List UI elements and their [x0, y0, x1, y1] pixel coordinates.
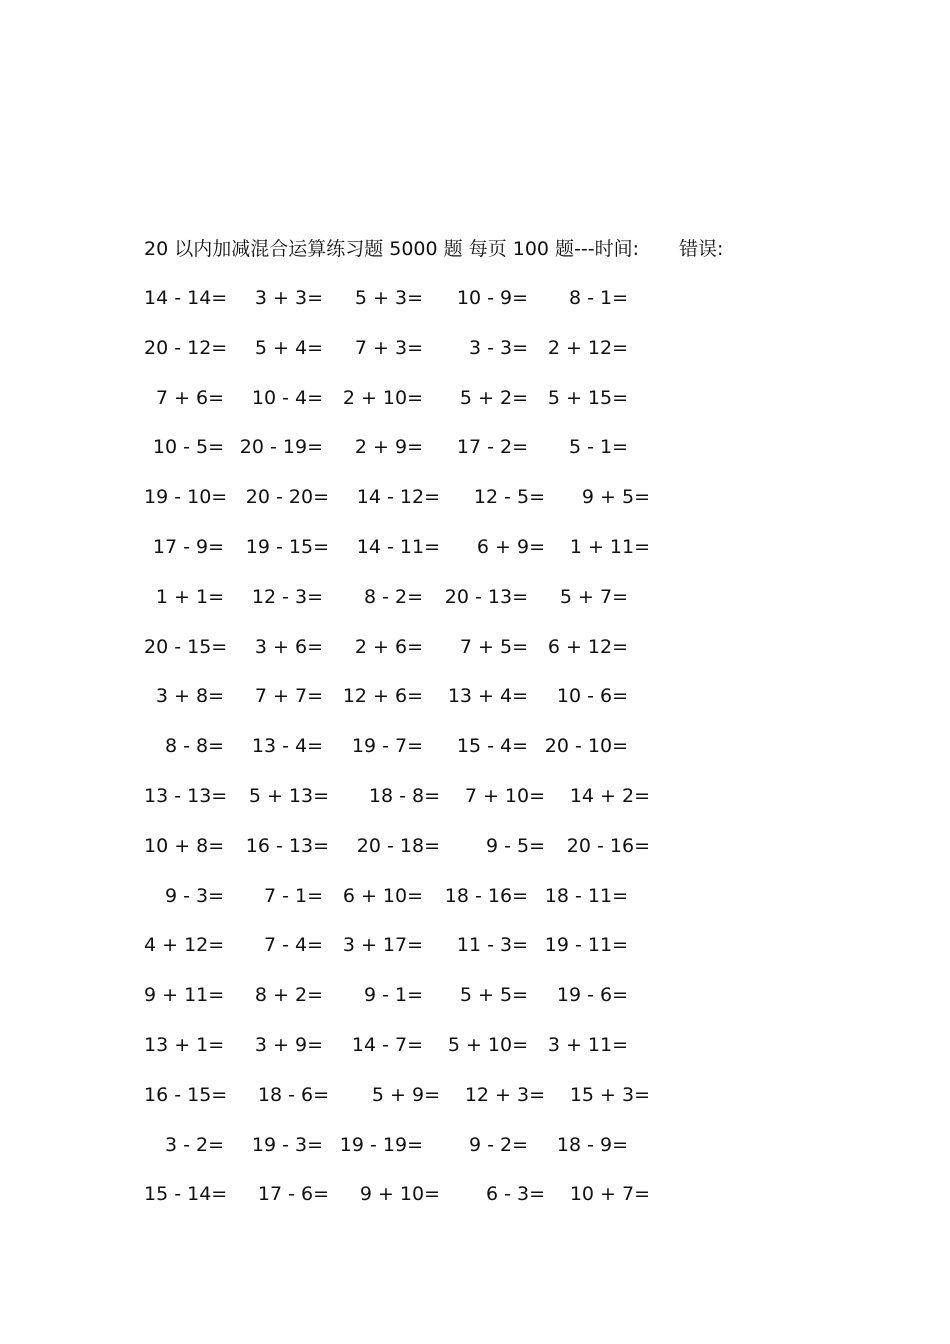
problem-item: 14 - 11=: [356, 536, 440, 558]
worksheet-title: 20 以内加减混合运算练习题 5000 题 每页 100 题---时间:: [144, 238, 640, 260]
problem-item: 9 - 5=: [485, 834, 545, 857]
problem-item: 15 - 14=: [144, 1183, 228, 1206]
problem-item: 12 + 6=: [342, 685, 423, 708]
problem-item: 10 - 9=: [456, 287, 528, 309]
problem-item: 6 + 10=: [342, 884, 423, 907]
problem-item: 19 - 10=: [144, 486, 228, 509]
problem-item: 11 - 3=: [456, 934, 528, 957]
problem-item: 2 + 9=: [354, 436, 423, 459]
problem-item: 2 + 10=: [342, 386, 423, 409]
problem-item: 7 + 3=: [354, 336, 423, 359]
problem-item: 8 - 8=: [164, 735, 224, 758]
problem-item: 5 + 13=: [248, 785, 329, 807]
problem-item: 4 + 12=: [144, 934, 225, 957]
problem-item: 7 - 4=: [263, 934, 323, 957]
problem-item: 20 - 10=: [544, 735, 628, 758]
problem-item: 19 - 7=: [351, 735, 423, 758]
problem-item: 5 - 1=: [568, 436, 628, 459]
problem-item: 15 + 3=: [569, 1083, 650, 1106]
problem-item: 13 - 13=: [144, 785, 228, 807]
problem-item: 5 + 15=: [547, 386, 628, 409]
problem-item: 5 + 3=: [354, 287, 423, 309]
problem-item: 9 + 10=: [359, 1183, 440, 1206]
problem-item: 3 + 11=: [547, 1034, 628, 1056]
problem-item: 3 + 9=: [254, 1034, 323, 1056]
problem-item: 6 + 9=: [476, 536, 545, 558]
problem-item: 10 - 5=: [152, 436, 224, 459]
problem-item: 1 + 11=: [569, 536, 650, 558]
problem-item: 19 - 3=: [251, 1133, 323, 1156]
problem-item: 10 - 4=: [251, 386, 323, 409]
problem-item: 10 + 8=: [144, 834, 225, 857]
problem-item: 16 - 13=: [245, 834, 329, 857]
problem-item: 6 - 3=: [485, 1183, 545, 1206]
problem-item: 13 + 1=: [144, 1034, 225, 1056]
problem-item: 8 - 2=: [363, 585, 423, 608]
problem-item: 19 - 19=: [339, 1133, 423, 1156]
problem-item: 3 + 17=: [342, 934, 423, 957]
problem-item: 9 + 5=: [581, 486, 650, 509]
problem-item: 18 - 9=: [556, 1133, 628, 1156]
problem-item: 10 - 6=: [556, 685, 628, 708]
problem-item: 18 - 11=: [544, 884, 628, 907]
problem-item: 12 - 5=: [473, 486, 545, 509]
problem-item: 2 + 12=: [547, 336, 628, 359]
problem-item: 14 - 14=: [144, 287, 228, 309]
problem-item: 3 + 3=: [254, 287, 323, 309]
problem-item: 5 + 7=: [559, 585, 628, 608]
problem-item: 9 - 2=: [468, 1133, 528, 1156]
problem-item: 9 + 11=: [144, 984, 225, 1007]
problem-item: 6 + 12=: [547, 635, 628, 658]
problem-item: 17 - 6=: [257, 1183, 329, 1206]
problem-item: 3 - 3=: [468, 336, 528, 359]
problem-item: 7 + 6=: [155, 386, 224, 409]
problem-item: 19 - 6=: [556, 984, 628, 1007]
problem-item: 16 - 15=: [144, 1083, 228, 1106]
problem-item: 1 + 1=: [155, 585, 224, 608]
problem-item: 20 - 13=: [444, 585, 528, 608]
problem-item: 14 - 12=: [356, 486, 440, 509]
problem-item: 17 - 2=: [456, 436, 528, 459]
problem-item: 19 - 15=: [245, 536, 329, 558]
problem-item: 20 - 18=: [356, 834, 440, 857]
problem-item: 3 - 2=: [164, 1133, 224, 1156]
problem-item: 20 - 19=: [239, 436, 323, 459]
problem-item: 7 + 5=: [459, 635, 528, 658]
problem-item: 5 + 5=: [459, 984, 528, 1007]
problem-item: 13 + 4=: [447, 685, 528, 708]
problem-item: 2 + 6=: [354, 635, 423, 658]
problem-item: 12 + 3=: [464, 1083, 545, 1106]
problem-item: 12 - 3=: [251, 585, 323, 608]
problem-item: 5 + 4=: [254, 336, 323, 359]
problem-item: 18 - 6=: [257, 1083, 329, 1106]
errors-label: 错误:: [679, 238, 724, 260]
problem-item: 13 - 4=: [251, 735, 323, 758]
problem-item: 20 - 20=: [245, 486, 329, 509]
problem-item: 20 - 12=: [144, 336, 228, 359]
problem-item: 3 + 8=: [155, 685, 224, 708]
problem-item: 5 + 9=: [371, 1083, 440, 1106]
problem-item: 14 - 7=: [351, 1034, 423, 1056]
problem-item: 9 - 3=: [164, 884, 224, 907]
problem-item: 5 + 2=: [459, 386, 528, 409]
problem-item: 17 - 9=: [152, 536, 224, 558]
problem-item: 14 + 2=: [569, 785, 650, 807]
problem-item: 18 - 8=: [368, 785, 440, 807]
problem-item: 15 - 4=: [456, 735, 528, 758]
problem-item: 10 + 7=: [569, 1183, 650, 1206]
problem-item: 19 - 11=: [544, 934, 628, 957]
problem-item: 8 + 2=: [254, 984, 323, 1007]
problem-item: 5 + 10=: [447, 1034, 528, 1056]
problem-item: 7 + 7=: [254, 685, 323, 708]
problem-item: 9 - 1=: [363, 984, 423, 1007]
problem-item: 20 - 16=: [566, 834, 650, 857]
problem-item: 20 - 15=: [144, 635, 228, 658]
problem-item: 7 + 10=: [464, 785, 545, 807]
problem-item: 18 - 16=: [444, 884, 528, 907]
problem-item: 7 - 1=: [263, 884, 323, 907]
problem-item: 3 + 6=: [254, 635, 323, 658]
problem-item: 8 - 1=: [568, 287, 628, 309]
